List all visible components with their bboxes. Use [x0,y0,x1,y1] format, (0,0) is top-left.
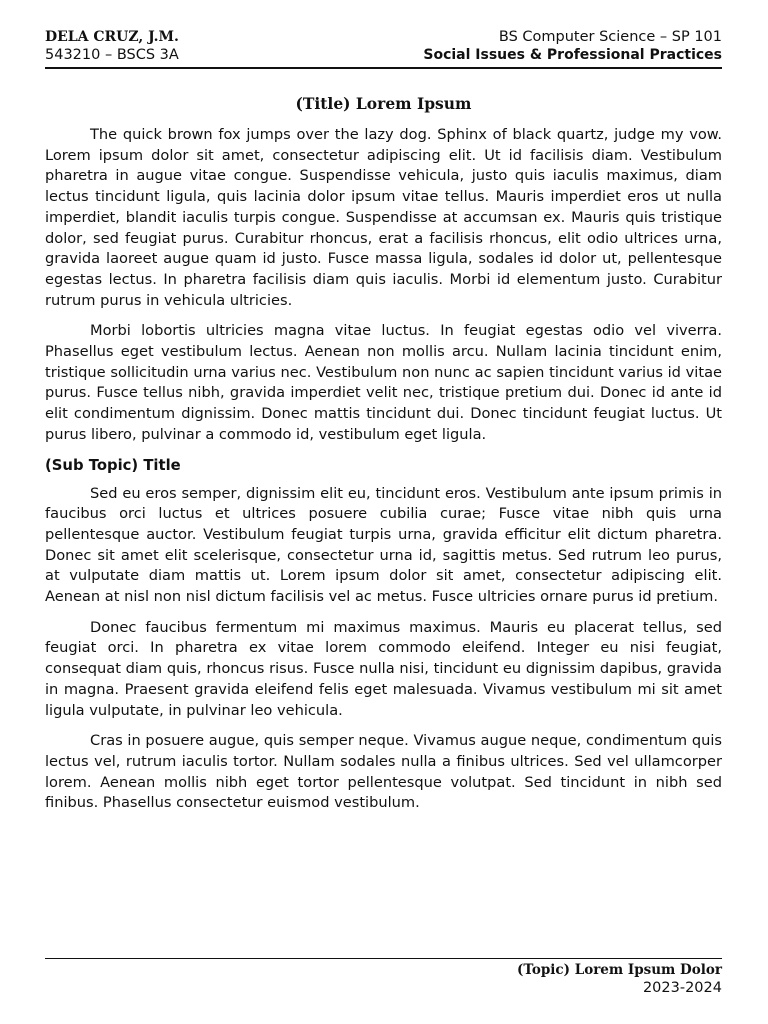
header-right [423,28,722,64]
document-page [45,0,722,1024]
header-left [45,28,179,64]
course-title: Social Issues & Professional Practices [423,47,722,63]
document-title: (Title) Lorem Ipsum [295,94,472,113]
subtopic-heading: (Sub Topic) Title [45,456,181,474]
student-id: 543210 – BSCS 3A [45,47,179,63]
course-code: BS Computer Science – SP 101 [498,29,722,45]
author-name: DELA CRUZ, J.M. [45,29,179,45]
paragraph: The quick brown fox jumps over the lazy dog. Sphinx of black quartz, judge my vow. Lorem ipsum dolor sit amet, consectetur adipiscing elit. Ut id facilisis diam. Vestibulum pharetra in augue vitae congue. Suspendisse vehicula, justo quis iaculis maximus, diam lectus tincidunt ligula, quis lacinia dolor ipsum vitae tellus. Mauris imperdiet eros ut nulla imperdiet, blandit iaculis turpis congue. Suspendisse at accumsan ex. Mauris quis tristique dolor, sed feugiat purus. Curabitur rhoncus, erat a facilisis rhoncus, elit odio ultrices urna, gravida laoreet augue quam id justo. Fusce massa ligula, sodales id dolor ut, pellentesque egestas lectus. In pharetra facilisis diam quis iaculis. Morbi id elementum justo. Curabitur rutrum purus in vehicula ultricies. [45,126,722,309]
paragraph: Morbi lobortis ultricies magna vitae luctus. In feugiat egestas odio vel viverra. Phasellus eget vestibulum lectus. Aenean non mollis arcu. Nullam lacinia tincidunt enim, tristique sollicitudin urna varius nec. Vestibulum non nunc ac sapien tincidunt varius id vitae purus. Fusce tellus nibh, gravida imperdiet velit nec, tristique pretium dui. Donec id ante id elit condimentum dignissim. Donec mattis tincidunt dui. Donec tincidunt feugiat luctus. Ut purus libero, pulvinar a commodo id, vestibulum eget ligula. [45,322,722,443]
paragraph: Cras in posuere augue, quis semper neque. Vivamus augue neque, condimentum quis lectus vel, rutrum iaculis tortor. Nullam sodales nulla a finibus ultrices. Sed vel ullamcorper lorem. Aenean mollis nibh eget tortor pellentesque volutpat. Sed tincidunt in nibh sed finibus. Phasellus consectetur euismod vestibulum. [45,732,722,812]
page-footer [45,958,722,997]
paragraph: Sed eu eros semper, dignissim elit eu, tincidunt eros. Vestibulum ante ipsum primis in faucibus orci luctus et ultrices posuere cubilia curae; Fusce vitae nibh quis urna pellentesque auctor. Vestibulum feugiat turpis urna, gravida efficitur elit dictum pharetra. Donec sit amet elit scelerisque, consectetur urna id, sagittis metus. Sed rutrum leo purus, at vulputate diam mattis ut. Lorem ipsum dolor sit amet, consectetur adipiscing elit. Aenean at nisl non nisl dictum facilisis vel ac metus. Fusce ultricies ornare purus id pretium. [45,484,722,606]
footer-year: 2023-2024 [642,980,722,996]
paragraph: Donec faucibus fermentum mi maximus maximus. Mauris eu placerat tellus, sed feugiat orci. In pharetra ex vitae lorem commodo eleifend. Integer eu nisi feugiat, consequat diam quis, rhoncus risus. Fusce nulla nisi, tincidunt eu dignissim dapibus, gravida in magna. Praesent gravida eleifend felis eget malesuada. Vivamus vestibulum mi sit amet ligula vulputate, in pulvinar leo vehicula. [45,618,722,719]
document-body [45,125,722,824]
page-header [45,28,722,69]
footer-topic: (Topic) Lorem Ipsum Dolor [516,962,722,978]
